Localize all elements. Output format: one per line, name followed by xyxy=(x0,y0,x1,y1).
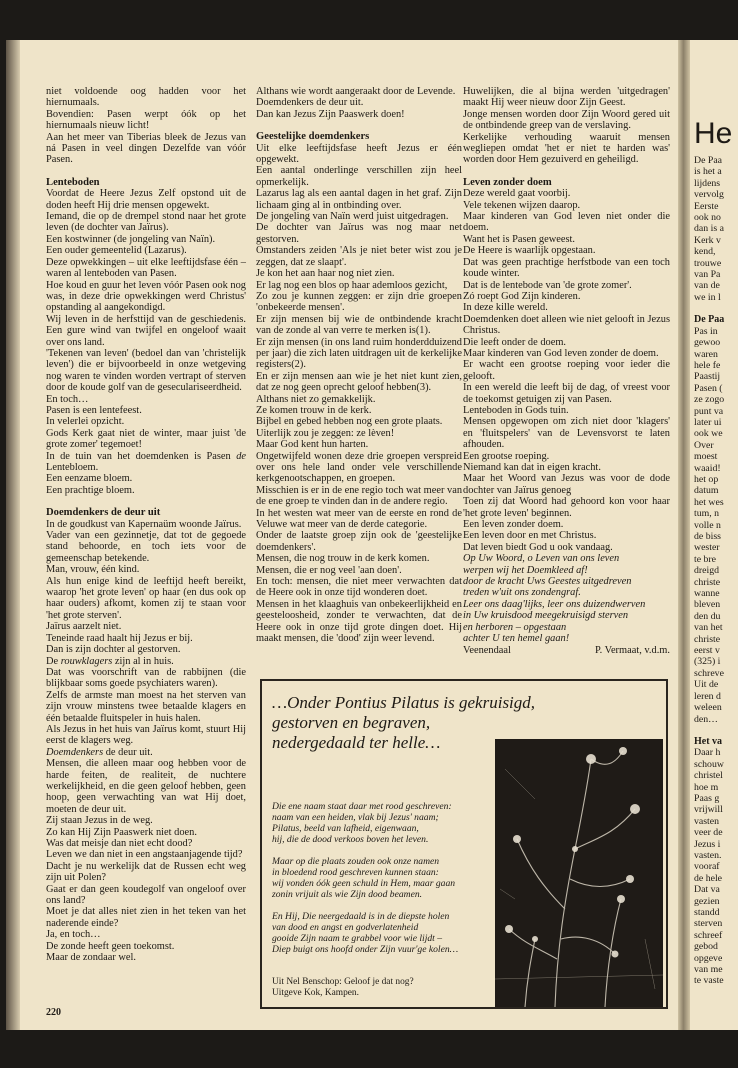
source-line: Uitgeve Kok, Kampen. xyxy=(272,988,359,998)
fragment-heading: De Paa xyxy=(694,314,725,326)
paragraph: Een leven door en met Christus. xyxy=(463,530,597,542)
fragment-line: Paastij xyxy=(694,371,721,383)
fragment-line: veer de xyxy=(694,827,723,839)
hymn-line: Leer ons daag'lijks, leer ons duizendwerven xyxy=(463,598,646,610)
paragraph: Lazarus lag als een aantal dagen in het graf. Zijn lichaam ging al in ontbinding over. xyxy=(256,188,462,211)
paragraph: In de tuin van het doemdenken is Pasen de Lentebloem. xyxy=(46,450,246,473)
poem-line: hij, die de dood verkoos boven het leven. xyxy=(272,834,429,845)
paragraph: Maar de zondaar wel. xyxy=(46,952,137,964)
paragraph: Een grootse roeping. xyxy=(463,450,550,462)
paragraph: niet voldoende oog hadden voor het hiernumaals. xyxy=(46,86,246,109)
paragraph: Doemdenkers de deur uit. xyxy=(46,746,153,758)
paragraph: Jonge mensen worden door Zijn Woord gered uit de ontbindende greep van de verslaving. xyxy=(463,108,670,132)
paragraph: En toch: mensen, die niet meer verwachten dat de Heere ook in onze tijd wonderen doet. xyxy=(256,576,462,599)
paragraph: Een eenzame bloem. xyxy=(46,473,133,485)
fragment-line: Pasen ( xyxy=(694,382,723,394)
paragraph: Omstanders zeiden 'Als je niet beter wist zou je zeggen, dat ze slaapt'. xyxy=(256,245,462,268)
paragraph: Uiterlijk zou je zeggen: ze lèven! xyxy=(256,427,395,439)
paragraph: In deze kille wereld. xyxy=(463,302,548,314)
fragment-line: moest xyxy=(694,451,718,463)
paragraph: Dat was geen prachtige herfstbode van een toch koude winter. xyxy=(463,256,670,280)
paragraph: In de goudkust van Kapernaüm woonde Jaïrus. xyxy=(46,518,242,530)
paragraph: Bijbel en gebed hebben nog een grote plaats. xyxy=(256,416,443,428)
fragment-line: christel xyxy=(694,770,723,782)
fragment-line: (325) i xyxy=(694,656,721,668)
fragment-line: Daar h xyxy=(694,747,721,759)
paragraph: Mensen, die er nog veel 'aan doen'. xyxy=(256,564,402,576)
paragraph: Mensen, die nog trouw in de kerk komen. xyxy=(256,553,430,565)
paragraph: Want het is Pasen geweest. xyxy=(463,233,575,245)
fragment-line: lijdens xyxy=(694,177,721,189)
fragment-line: Paas g xyxy=(694,792,720,804)
fragment-line: vooraf xyxy=(694,861,720,873)
fragment-line: gewoo xyxy=(694,337,721,349)
poem-line: Maar op die plaats zouden ook onze namen xyxy=(272,856,440,867)
fragment-line: we in l xyxy=(694,291,721,303)
paragraph: Ja, en toch… xyxy=(46,929,101,941)
fragment-line: te vaste xyxy=(694,975,724,987)
paragraph: Gaat er dan geen koudegolf van ongeloof over ons land? xyxy=(46,883,246,907)
fragment-line: schouw xyxy=(694,758,724,770)
heading-line: gestorven en begraven, xyxy=(272,713,431,732)
fragment-line: De Paa xyxy=(694,155,723,166)
fragment-line: van Pa xyxy=(694,269,721,281)
stanza-spacer xyxy=(272,900,486,911)
hymn-line: en herboren – opgestaan xyxy=(463,621,567,633)
paragraph: In het westen wat meer van de eerste en rond de Veluwe wat meer van de derde categorie. xyxy=(256,507,462,531)
fragment-line: standd xyxy=(694,907,720,918)
paragraph: De zonde heeft geen toekomst. xyxy=(46,940,175,952)
fragment-line: gebod xyxy=(694,941,718,953)
fragment-line: schreef xyxy=(694,929,723,941)
fragment-line: waaid! xyxy=(694,462,721,474)
paragraph: Maar God kent hun harten. xyxy=(256,439,369,451)
article-column-2 xyxy=(256,86,462,645)
paragraph: De dochter van Jaïrus was nog maar net gestorven. xyxy=(256,222,462,245)
fragment-line: vasten xyxy=(694,815,720,827)
fragment-line: christe xyxy=(694,576,721,588)
paragraph: Huwelijken, die al bijna werden 'uitgedragen' maakt Hij weer nieuw door Zijn Geest. xyxy=(463,86,670,109)
fragment-line: waren xyxy=(694,348,718,360)
paragraph: Doemdenkers de deur uit. xyxy=(256,97,364,109)
paragraph: Maar het Woord van Jezus was voor de dode dochter van Jaïrus genoeg xyxy=(463,473,670,496)
fragment-line: Pas in xyxy=(694,325,718,337)
fragment-line: dreigd xyxy=(694,565,720,577)
page-edge-shadow xyxy=(6,40,20,1030)
hymn-line: werpen wij het Doemkleed af! xyxy=(463,564,588,576)
fragment-line: hele fe xyxy=(694,359,721,371)
poem-line: Pilatus, beeld van lafheid, eigenwaan, xyxy=(272,823,419,834)
fragment-line: van de xyxy=(694,280,720,292)
page-gutter xyxy=(678,40,690,1030)
hymn-line: treden w'uit ons zondengraf. xyxy=(463,587,581,599)
fragment-line: kend, xyxy=(694,246,716,258)
poem-line: wij vonden óók geen schuld in Hem, maar gaan xyxy=(272,878,456,889)
heading-line: nedergedaald ter helle… xyxy=(272,733,441,752)
page-number: 220 xyxy=(46,1007,61,1018)
paragraph: Een aantal onderlinge verschillen zijn heel opmerkelijk. xyxy=(256,165,462,188)
fragment-line: weleen xyxy=(694,702,722,714)
paragraph-spacer xyxy=(46,496,246,507)
paragraph: Mensen opgewopen om zich niet door 'klagers' en 'fluitspelers' van de Levensvorst te laten afhouden. xyxy=(463,416,670,451)
poem-line: van dood en angst en godverlatenheid xyxy=(272,922,419,933)
fragment-line: van het xyxy=(694,622,723,634)
poem xyxy=(272,801,486,955)
paragraph: Hoe koud en guur het leven vóór Pasen ook nog was, in deze drie opwekkingen werd Christus' opstanding al aangekondigd. xyxy=(46,279,246,314)
fragment-line: wanne xyxy=(694,588,720,600)
hymn-line: achter U ten hemel gaan! xyxy=(463,633,570,645)
fragment-line: Dat va xyxy=(694,884,720,896)
section-heading: Leven zonder doem xyxy=(463,176,552,188)
section-heading: Lenteboden xyxy=(46,176,100,188)
paragraph: Bovendien: Pasen werpt óók op het hiernumaals nieuw licht! xyxy=(46,108,246,132)
fragment-line: den du xyxy=(694,610,721,622)
paragraph: Dat is de lentebode van 'de grote zomer'. xyxy=(463,279,632,291)
paragraph: Dat was voorschrift van de rabbijnen (die blijkbaar soms goede psychiaters waren). xyxy=(46,666,246,690)
paragraph: Als hun enige kind de leeftijd heeft bereikt, waarop 'het grote leven' op haar (en dus ook op haar ouders) afkomt, komen zij te staan voor 'het grote sterven'. xyxy=(46,575,246,621)
paragraph: De jongeling van Naïn werd juist uitgedragen. xyxy=(256,211,449,223)
right-page-title: He xyxy=(694,117,733,150)
poem-line: Die ene naam staat daar met rood geschreven: xyxy=(272,801,452,812)
paragraph: Maar kinderen van God leven niet onder die doem. xyxy=(463,211,670,234)
fragment-line: te bre xyxy=(694,553,717,565)
paragraph: Iemand, die op de drempel stond naar het grote leven (de dochter van Jaïrus). xyxy=(46,211,246,234)
paragraph: Althans niet zo gemakkelijk. xyxy=(256,393,376,405)
fragment-line: den… xyxy=(694,713,718,725)
fragment-line: trouwe xyxy=(694,257,722,269)
paragraph: Toen zij dat Woord had gehoord kon voor haar 'het grote leven' beginnen. xyxy=(463,496,670,519)
fragment-line: Jezus i xyxy=(694,838,721,850)
paragraph: Leven we dan niet in een angstaanjagende tijd? xyxy=(46,849,243,861)
fragment-line: punt va xyxy=(694,405,724,417)
signature-place: Veenendaal xyxy=(463,644,511,656)
paragraph: Zo zou je kunnen zeggen: er zijn drie groepen 'onbekeerde mensen'. xyxy=(256,290,462,314)
paragraph: Je kon het aan haar nog niet zien. xyxy=(256,268,395,280)
thistle-photo xyxy=(495,739,663,1007)
paragraph: De Heere is waarlijk opgestaan. xyxy=(463,245,596,257)
paragraph: Zó roept God Zijn kinderen. xyxy=(463,290,581,302)
section-heading: Geestelijke doemdenkers xyxy=(256,131,370,143)
fragment-line: het wes xyxy=(694,496,724,508)
fragment-line: Kerk v xyxy=(694,234,721,246)
fragment-line: later ui xyxy=(694,416,722,428)
paragraph: Die leeft onder de doem. xyxy=(463,336,566,348)
paragraph: Onder de laatste groep zijn ook de 'geestelijke doemdenkers'. xyxy=(256,530,462,553)
paragraph: Maar kinderen van God leven zonder de doem. xyxy=(463,347,659,359)
paragraph: Dat leven biedt God u ook vandaag. xyxy=(463,541,613,553)
fragment-line: ook we xyxy=(694,428,723,440)
paragraph: Een prachtige bloem. xyxy=(46,484,135,496)
fragment-line: vasten. xyxy=(694,849,722,861)
fragment-line: eerst v xyxy=(694,645,720,657)
paragraph: Misschien is er in de ene regio toch wat meer van de ene groep te vinden dan in de andere regio. xyxy=(256,484,463,508)
fragment-line: hoe m xyxy=(694,781,719,793)
poem-line: En Hij, Die neergedaald is in de diepste holen xyxy=(272,911,450,922)
poem-source xyxy=(272,977,472,999)
fragment-line: volle n xyxy=(694,519,721,531)
fragment-line: christe xyxy=(694,633,721,645)
paragraph: Aan het meer van Tiberias bleek de Jezus van ná Pasen in veel dingen Dezelfde van vóór Pasen. xyxy=(46,131,246,166)
paragraph-spacer xyxy=(694,303,738,314)
paragraph: Er lag nog een blos op haar ademloos gezicht, xyxy=(256,279,448,291)
fragment-line: is het a xyxy=(694,166,722,178)
fragment-line: datum xyxy=(694,485,719,497)
paragraph: 'Tekenen van leven' (bedoel dan van 'christelijk leven') die er bijvoorbeeld in onze wetgeving nog waren te vinden worden vertrapt of sterven door de koude golf van de geseculariseerdheid. xyxy=(46,347,246,394)
paragraph: Deze wereld gaat voorbij. xyxy=(463,188,571,200)
hymn-line: Op Uw Woord, o Leven van ons leven xyxy=(463,553,620,565)
paragraph: Een leven zonder doem. xyxy=(463,519,564,531)
poem-line: gooide Zijn naam te grabbel voor wie lijdt – xyxy=(272,933,443,944)
paragraph: Uit elke leeftijdsfase heeft Jezus er één opgewekt. xyxy=(256,142,462,166)
fragment-line: schreve xyxy=(694,667,724,679)
paragraph: Ze komen trouw in de kerk. xyxy=(256,404,372,416)
signature xyxy=(463,645,670,656)
paragraph: Mensen, die alleen maar oog hebben voor de harde feiten, de realiteit, de nuchtere werkelijkheid, en die geen geloof hebben, geen hoop, geen verwachting van wat Hij doet, moeten de deur uit. xyxy=(46,758,246,815)
paragraph: Doemdenken doet alleen wie niet gelooft in Jezus Christus. xyxy=(463,313,670,337)
paragraph: Er wacht een grootse roeping voor ieder die gelooft. xyxy=(463,359,670,382)
paragraph: Mensen in het klaaghuis van onbekeerlijkheid en geesteloosheid, zonder te verwachten, dat de Heere ook in onze tijd grote dingen doet. Hij maakt mensen, die 'dood' zijn weer levend. xyxy=(256,598,462,645)
paragraph-spacer xyxy=(463,166,670,177)
fragment-line: Uit de xyxy=(694,679,719,691)
paragraph: Zij staan Jezus in de weg. xyxy=(46,815,153,827)
paragraph: Vader van een gezinnetje, dat tot de gegoede stand behoorde, en toch iets voor de gemeenschap betekende. xyxy=(46,530,246,564)
fragment-line: vrijwill xyxy=(694,804,723,816)
paragraph: Zelfs de armste man moest na het sterven van zijn vrouw minstens twee betaalde klagers en één betaalde fluitspeler in huis halen. xyxy=(46,689,246,724)
fragment-line: sterven xyxy=(694,918,723,930)
paragraph-spacer xyxy=(256,120,462,131)
fragment-line: ze zogo xyxy=(694,394,725,406)
right-page-edge xyxy=(690,40,738,1030)
paragraph: Zo kan Hij Zijn Paaswerk niet doen. xyxy=(46,826,197,838)
paragraph-spacer xyxy=(694,725,738,736)
fragment-line: de biss xyxy=(694,531,721,542)
paragraph: Althans wie wordt aangeraakt door de Levende. xyxy=(256,86,456,97)
fragment-line: het op xyxy=(694,473,719,485)
fragment-line: dan is a xyxy=(694,223,724,235)
paragraph: Teneinde raad haalt hij Jezus er bij. xyxy=(46,632,193,644)
fragment-line: de hele xyxy=(694,872,723,884)
paragraph: Deze opwekkingen – uit elke leeftijdsfase één – waren al lenteboden van Pasen. xyxy=(46,256,246,280)
article-column-1 xyxy=(46,86,246,963)
paragraph: Vele tekenen wijzen daarop. xyxy=(463,199,581,211)
paragraph-spacer xyxy=(46,166,246,177)
paragraph: Jaïrus aarzelt niet. xyxy=(46,621,122,633)
paragraph: Kerkelijke verhouding waaruit mensen wegliepen omdat 'het er niet te harden was' worden door Hem gezuiverd en geheiligd. xyxy=(463,131,670,166)
hymn-line: door de kracht Uws Geestes uitgedreven xyxy=(463,576,632,588)
magazine-spread xyxy=(6,40,738,1030)
paragraph: Dacht je nu werkelijk dat de Russen echt weg zijn uit Polen? xyxy=(46,860,246,884)
fragment-line: van me xyxy=(694,964,723,976)
poem-line: zonin vrijuit als wie Zijn dood beamen. xyxy=(272,889,423,900)
section-heading: Doemdenkers de deur uit xyxy=(46,507,161,519)
poem-line: in bloedend rood geschreven kunnen staan: xyxy=(272,867,439,878)
paragraph: Voordat de Heere Jezus Zelf opstond uit de doden heeft Hij drie mensen opgewekt. xyxy=(46,188,246,211)
paragraph: En er zijn mensen aan wie je het niet kunt zien, dat ze nog geen oprecht geloof hebben(3). xyxy=(256,370,462,394)
fragment-line: bleven xyxy=(694,599,721,611)
fragment-line: Eerste xyxy=(694,200,719,212)
paragraph: De rouwklagers zijn al in huis. xyxy=(46,655,174,667)
paragraph: In velerlei opzicht. xyxy=(46,416,125,428)
paragraph: En toch… xyxy=(46,393,89,405)
paragraph: Man, vrouw, één kind. xyxy=(46,564,140,576)
paragraph: Er zijn mensen (in ons land ruim honderdduizend per jaar) die zich laten uitdragen uit de kerkelijke registers(2). xyxy=(256,336,462,371)
paragraph: Gods Kerk gaat niet de winter, maar juist 'de grote zomer' tegemoet! xyxy=(46,427,246,451)
paragraph: Er zijn mensen bij wie de ontbindende kracht van de zonde al van verre te merken is(1). xyxy=(256,313,462,337)
paragraph: Dan is zijn dochter al gestorven. xyxy=(46,644,181,656)
quote-box xyxy=(260,679,668,1009)
heading-line: …Onder Pontius Pilatus is gekruisigd, xyxy=(272,693,536,712)
signature-author: P. Vermaat, v.d.m. xyxy=(594,644,670,656)
fragment-line: vervolg xyxy=(694,189,724,201)
paragraph: Wij leven in de herfsttijd van de geschiedenis. Een gure wind van twijfel en ongeloof waait over ons land. xyxy=(46,313,246,348)
fragment-line: ook no xyxy=(694,212,721,224)
fragment-line: gezien xyxy=(694,895,720,907)
article-column-3 xyxy=(463,86,670,656)
paragraph: In een wereld die leeft bij de dag, of vreest voor de toekomst getuigen zij van Pasen. xyxy=(463,382,670,405)
poem-line: naam van een heiden, vlak bij Jezus' naam; xyxy=(272,812,439,823)
paragraph: Moet je dat alles niet zien in het teken van het naderende einde? xyxy=(46,906,246,929)
paragraph: Een ouder gemeentelid (Lazarus). xyxy=(46,245,187,257)
fragment-line: leren d xyxy=(694,690,721,702)
paragraph: Pasen is een lentefeest. xyxy=(46,404,142,416)
paragraph: Niemand kan dat in eigen kracht. xyxy=(463,462,601,473)
right-page-text xyxy=(694,155,738,987)
paragraph: Dan kan Jezus Zijn Paaswerk doen! xyxy=(256,108,405,120)
paragraph: Als Jezus in het huis van Jaïrus komt, stuurt Hij eerst de klagers weg. xyxy=(46,723,246,747)
paragraph: Lenteboden in Gods tuin. xyxy=(463,404,569,416)
fragment-line: Over xyxy=(694,439,714,451)
fragment-heading: Het va xyxy=(694,735,723,747)
source-line: Uit Nel Benschop: Geloof je dat nog? xyxy=(272,977,414,987)
poem-line: Diep buigt ons hoofd onder Zijn vuur'ge kolen… xyxy=(272,944,459,955)
paragraph: Was dat meisje dan niet echt dood? xyxy=(46,838,193,849)
hymn-line: in Uw kruisdood meegekruisigd sterven xyxy=(463,610,629,622)
paragraph: Een kostwinner (de jongeling van Naïn). xyxy=(46,233,216,245)
fragment-line: wester xyxy=(694,542,720,554)
fragment-line: tum, n xyxy=(694,508,720,520)
fragment-line: opgeve xyxy=(694,952,723,964)
stanza-spacer xyxy=(272,845,486,856)
paragraph: Ongetwijfeld wonen deze drie groepen verspreid over ons hele land onder vele verschillende kerkgenootschappen, en groepen. xyxy=(256,450,462,485)
